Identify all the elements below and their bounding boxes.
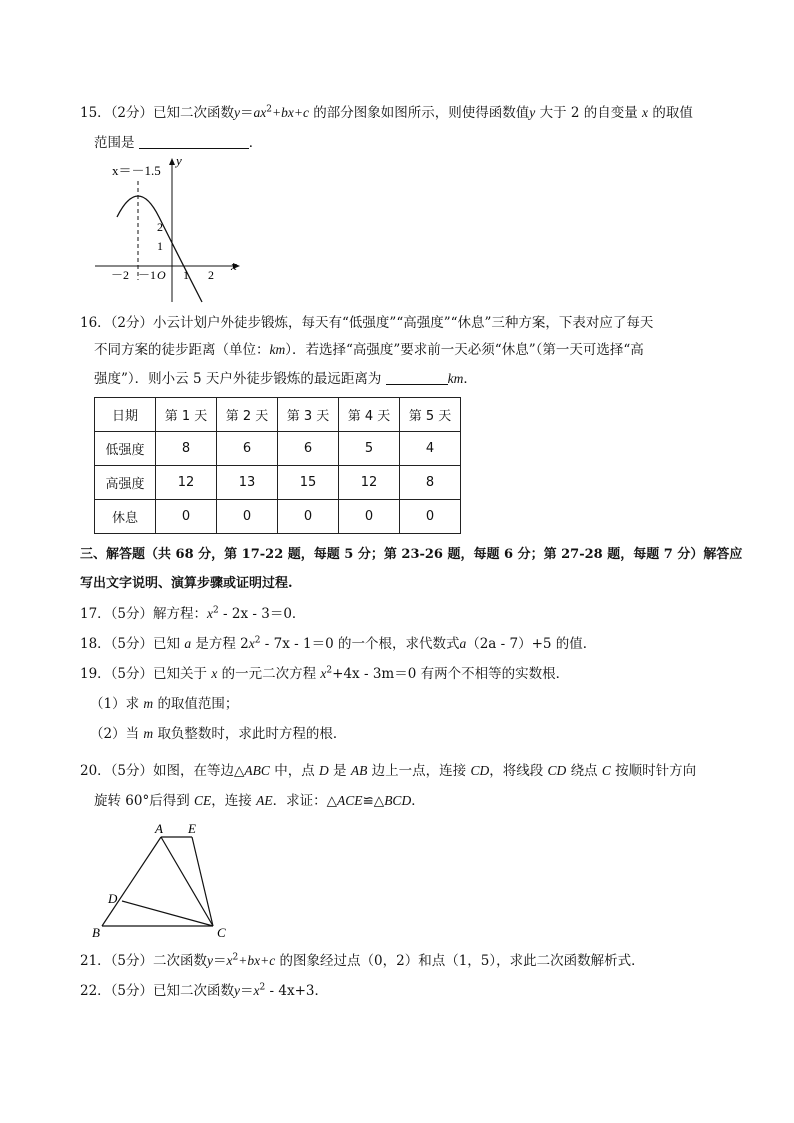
y-axis-label: y <box>176 155 182 168</box>
q16-line3: 强度”）．则小云 5 天户外徒步锻炼的最远距离为 km． <box>94 371 477 387</box>
vline-label: x＝－1.5 <box>112 163 161 178</box>
tick-y-1: 1 <box>157 239 163 253</box>
tick-x-neg2: －2 <box>111 268 130 282</box>
y-axis-arrow <box>169 158 175 165</box>
table-row <box>95 432 461 466</box>
table-cell: 0 <box>339 500 400 534</box>
q18: 18．（5分）已知 a 是方程 $2x^2 - 7x - 1=0$ 的一个根，求代数式a（2a - 7）+5 的值． <box>80 635 597 652</box>
answer-blank <box>139 134 249 149</box>
table-cell: 5 <box>339 432 400 466</box>
table-cell: 0 <box>217 500 278 534</box>
segment-cd <box>122 901 213 926</box>
x-axis-label: x <box>231 258 237 273</box>
table-header: 第 5 天 <box>400 398 461 432</box>
point-d-label: D <box>108 891 118 906</box>
point-c-label: C <box>217 925 226 940</box>
table-cell: 6 <box>278 432 339 466</box>
table-cell: 12 <box>339 466 400 500</box>
table-header: 第 3 天 <box>278 398 339 432</box>
table-row <box>95 466 461 500</box>
distance-table <box>94 397 461 534</box>
point-a-label: A <box>155 821 163 836</box>
table-cell: 0 <box>156 500 217 534</box>
tick-x-2: 2 <box>208 268 214 282</box>
table-cell: 0 <box>400 500 461 534</box>
answer-blank <box>386 370 448 385</box>
table-cell: 8 <box>156 432 217 466</box>
section-3-heading: 三、解答题（共 68 分，第 17-22 题，每题 5 分；第 23-26 题，每题 6 分；第 27-28 题，每题 7 分）解答应 <box>80 547 743 562</box>
section-3-heading-cont: 写出文字说明、演算步骤或证明过程. <box>80 576 293 591</box>
segment-ac <box>161 837 213 926</box>
table-cell: 0 <box>278 500 339 534</box>
table-header-row <box>95 398 461 432</box>
table-cell: 13 <box>217 466 278 500</box>
parabola-graph <box>90 155 250 305</box>
segment-ec <box>192 837 213 926</box>
q17: 17．（5分）解方程：$x^2 - 2x - 3=0$． <box>80 605 306 622</box>
table-header: 第 1 天 <box>156 398 217 432</box>
tick-x-1: 1 <box>183 268 189 282</box>
q20-line1: 20．（5分）如图，在等边△ABC 中，点 D 是 AB 边上一点，连接 CD，将线段 CD 绕点 C 按顺时针方向 <box>80 763 697 779</box>
q16-line2: 不同方案的徒步距离（单位：km）．若选择“高强度”要求前一天必须“休息”（第一天可选择“高 <box>94 342 644 358</box>
row-label: 高强度 <box>95 466 156 500</box>
table-row <box>95 500 461 534</box>
point-e-label: E <box>188 821 196 836</box>
table-cell: 15 <box>278 466 339 500</box>
q21: 21．（5分）二次函数$y=x^2+bx+c$ 的图象经过点（0，2）和点（1，5），求此二次函数解析式． <box>80 952 645 969</box>
origin-label: O <box>157 268 166 282</box>
q15-line1: 15．（2分）已知二次函数$y=ax^2+bx+c$ 的部分图象如图所示，则使得函数值y 大于 2 的自变量 x 的取值 <box>80 104 693 121</box>
table-cell: 8 <box>400 466 461 500</box>
point-b-label: B <box>92 925 100 940</box>
table-header: 第 2 天 <box>217 398 278 432</box>
q20-line2: 旋转 60°后得到 CE，连接 AE．求证：△ACE≌△BCD． <box>94 793 425 809</box>
q22: 22．（5分）已知二次函数$y=x^2 - 4x+3$． <box>80 982 329 999</box>
row-label: 休息 <box>95 500 156 534</box>
q19: 19．（5分）已知关于 x 的一元二次方程 $x^2+4x - 3m=0$ 有两个不相等的实数根． <box>80 665 570 682</box>
row-label: 低强度 <box>95 432 156 466</box>
table-header: 日期 <box>95 398 156 432</box>
table-cell: 4 <box>400 432 461 466</box>
tick-y-2: 2 <box>157 220 163 234</box>
table-cell: 12 <box>156 466 217 500</box>
triangle-figure <box>88 818 238 942</box>
q16-line1: 16．（2分）小云计划户外徒步锻炼，每天有“低强度”“高强度”“休息”三种方案，下表对应了每天 <box>80 315 654 331</box>
table-header: 第 4 天 <box>339 398 400 432</box>
table-cell: 6 <box>217 432 278 466</box>
tick-x-neg1: －1 <box>138 268 157 282</box>
segment-ab <box>102 837 161 926</box>
q19-part1: （1）求 m 的取值范围； <box>90 696 239 712</box>
q15-line2: 范围是 ． <box>94 135 263 151</box>
q19-part2: （2）当 m 取负整数时，求此时方程的根． <box>90 726 347 742</box>
